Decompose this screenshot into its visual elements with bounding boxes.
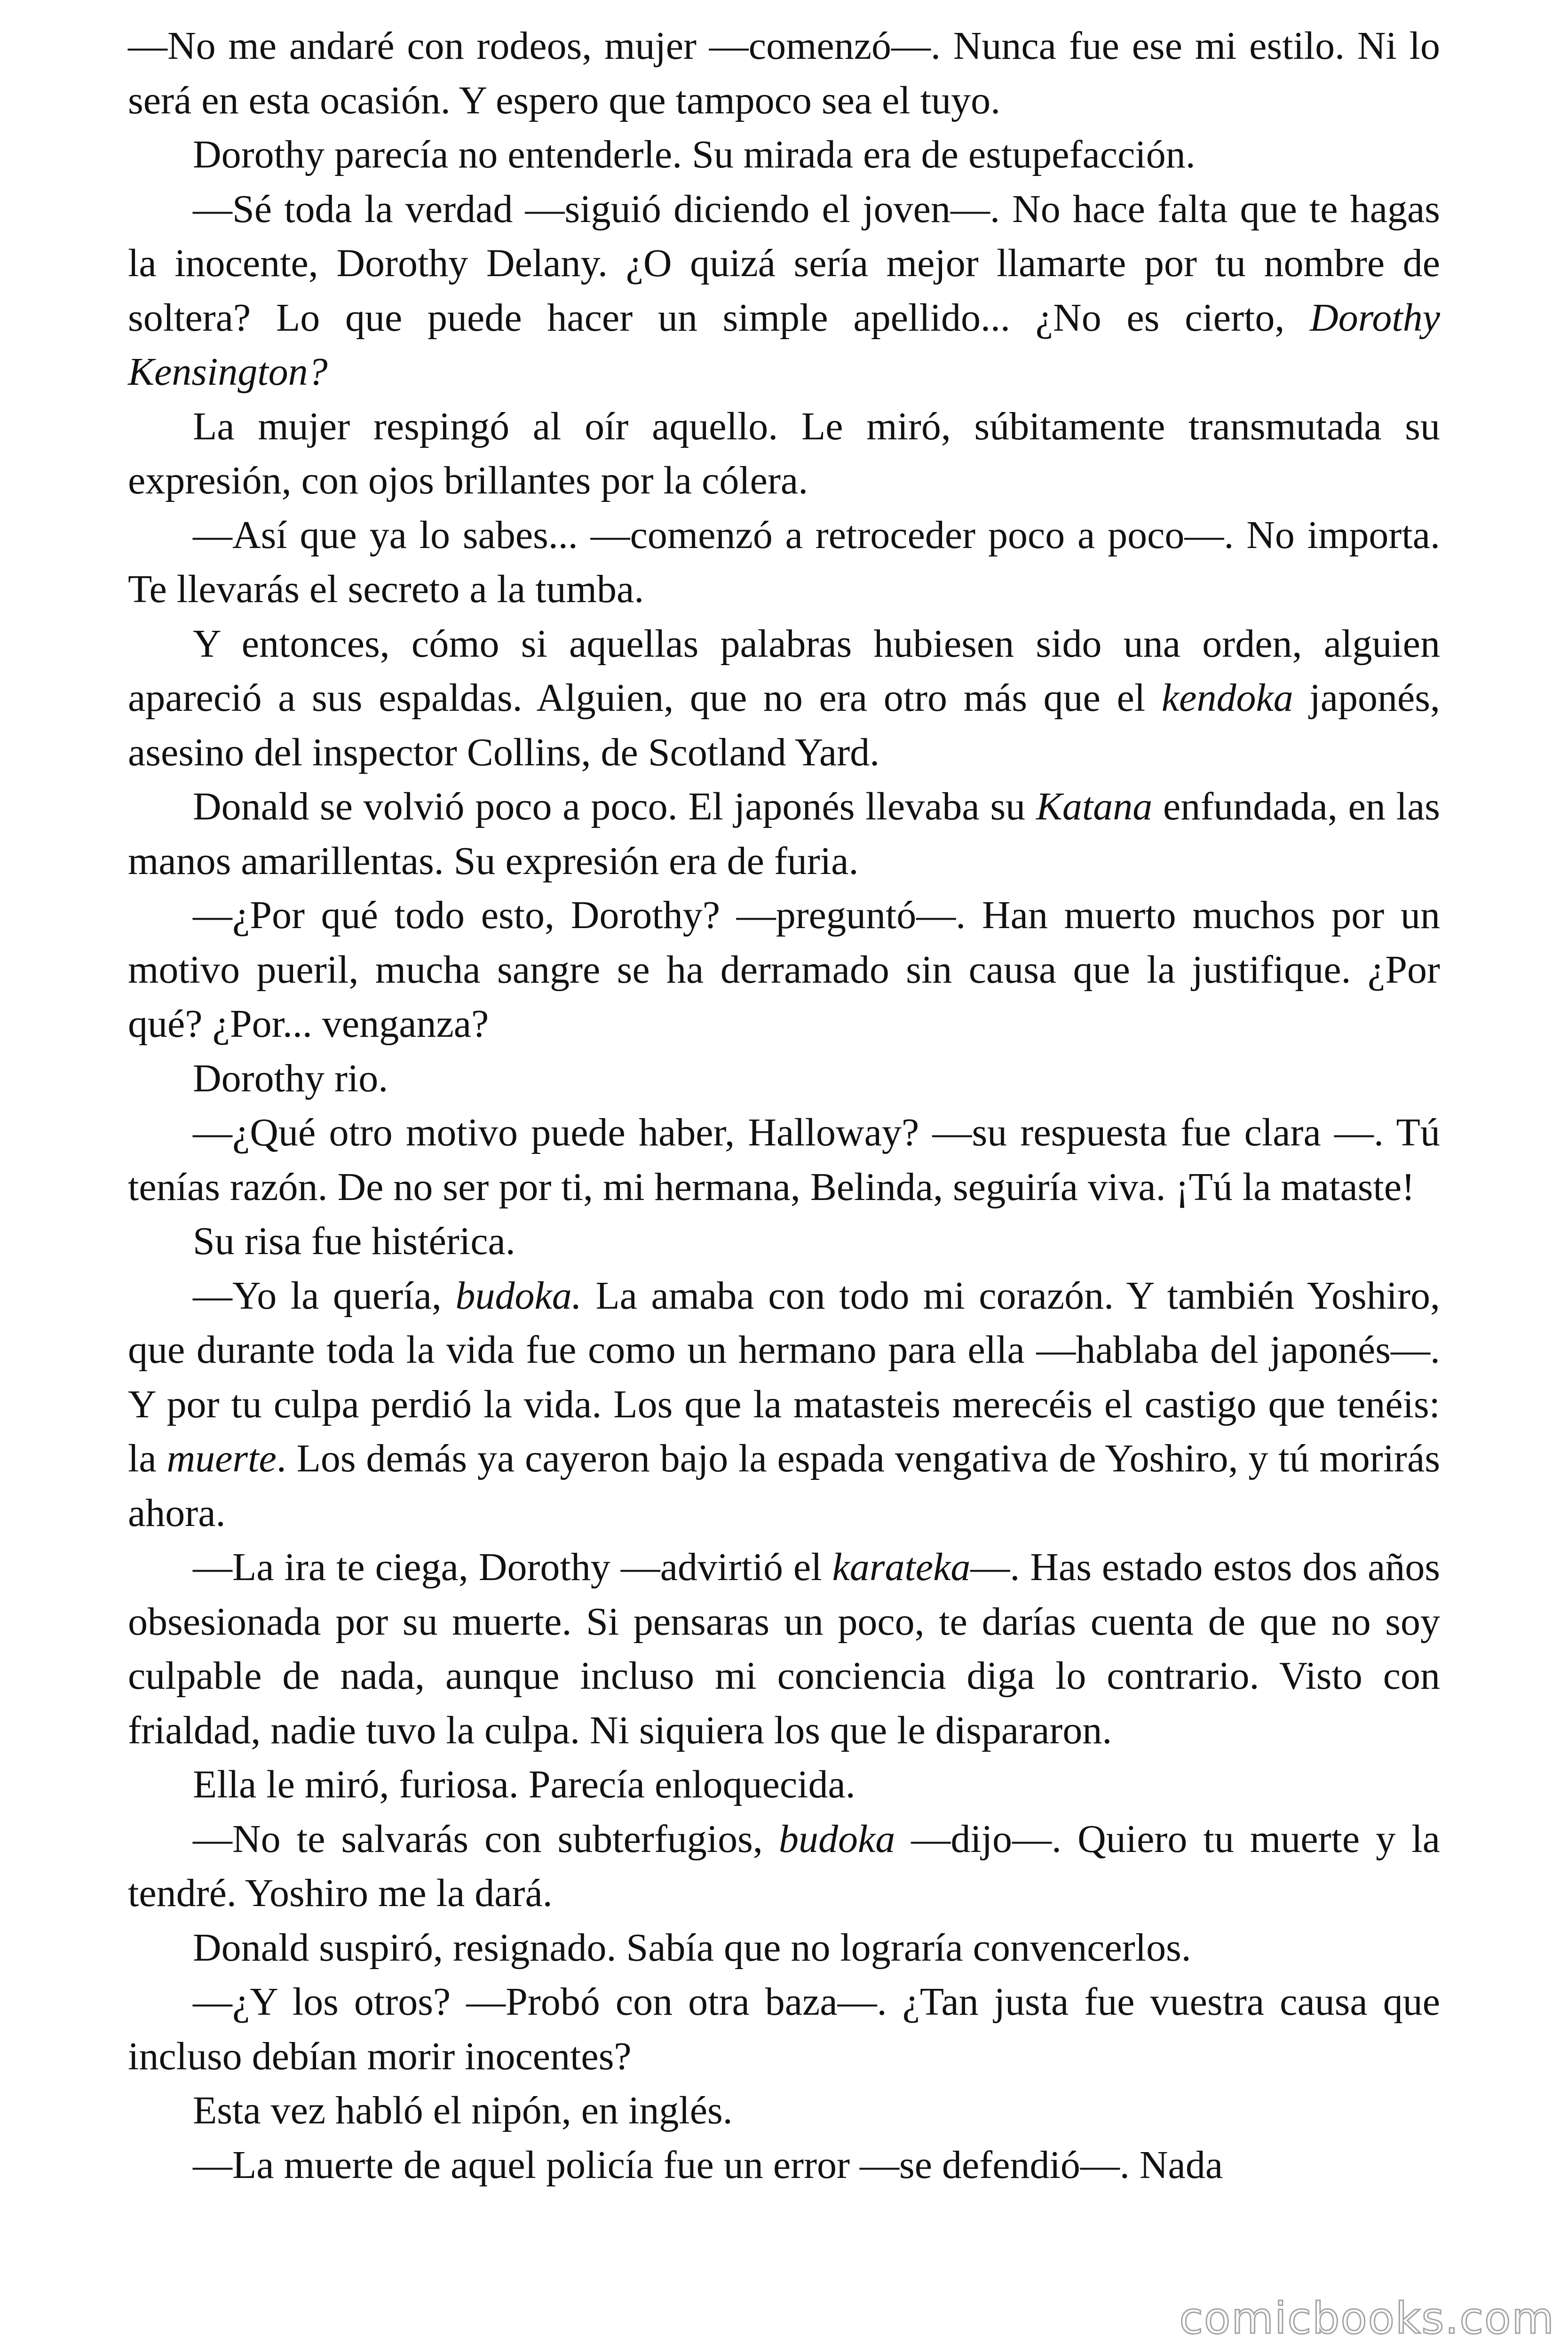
italic-emphasis: Katana — [1036, 785, 1153, 828]
paragraph: Y entonces, cómo si aquellas palabras hubiesen sido una orden, alguien apareció a sus espaldas. Alguien, que no era otro más que el kendoka japonés, asesino del inspector Collins, de Scotland Yard. — [128, 621, 1440, 774]
paragraph: La mujer respingó al oír aquello. Le miró, súbitamente transmutada su expresión, con ojos brillantes por la cólera. — [128, 404, 1440, 502]
paragraph: —La muerte de aquel policía fue un error —se defendió—. Nada — [193, 2143, 1223, 2187]
paragraph: —¿Qué otro motivo puede haber, Halloway? —su respuesta fue clara —. Tú tenías razón. De no ser por ti, mi hermana, Belinda, seguiría viva. ¡Tú la mataste! — [128, 1111, 1440, 1209]
watermark-logo: comicbooks.com — [1179, 2293, 1555, 2344]
paragraph: —Así que ya lo sabes... —comenzó a retroceder poco a poco—. No importa. Te llevarás el secreto a la tumba. — [128, 513, 1440, 611]
paragraph: Ella le miró, furiosa. Parecía enloquecida. — [193, 1763, 855, 1806]
italic-emphasis: Dorothy Kensington? — [128, 295, 1440, 394]
italic-emphasis: kendoka — [1161, 676, 1293, 720]
italic-emphasis: budoka. — [455, 1273, 582, 1318]
paragraph: —La ira te ciega, Dorothy —advirtió el karateka—. Has estado estos dos años obsesionada por su muerte. Si pensaras un poco, te darías cuenta de que no soy culpable de nada, aunque incluso mi conciencia diga lo contrario. Visto con frialdad, nadie tuvo la culpa. Ni siquiera los que le dispararon. — [128, 1545, 1441, 1752]
paragraph: Dorothy rio. — [193, 1056, 388, 1100]
paragraph: —Yo la quería, budoka. La amaba con todo mi corazón. Y también Yoshiro, que durante toda la vida fue como un hermano para ella —hablaba del japonés—. Y por tu culpa perdió la vida. Los que la matasteis merecéis el castigo que tenéis: la muerte. Los demás ya cayeron bajo la espada vengativa de Yoshiro, y tú morirás ahora. — [128, 1273, 1441, 1535]
paragraph: Donald se volvió poco a poco. El japonés llevaba su Katana enfundada, en las manos amarillentas. Su expresión era de furia. — [128, 785, 1440, 883]
paragraph: Su risa fue histérica. — [193, 1219, 515, 1263]
paragraph: Dorothy parecía no entenderle. Su mirada era de estupefacción. — [193, 133, 1196, 176]
paragraph: —Sé toda la verdad —siguió diciendo el joven—. No hace falta que te hagas la inocente, Dorothy Delany. ¿O quizá sería mejor llamarte por tu nombre de soltera? Lo que puede hacer un simple apellido... ¿No es cierto, Dorothy Kensington? — [128, 187, 1440, 394]
paragraph: —No te salvarás con subterfugios, budoka —dijo—. Quiero tu muerte y la tendré. Yoshiro me la dará. — [128, 1817, 1440, 1915]
paragraph: Esta vez habló el nipón, en inglés. — [193, 2089, 733, 2132]
paragraph: —¿Y los otros? —Probó con otra baza—. ¿Tan justa fue vuestra causa que incluso debían morir inocentes? — [128, 1980, 1440, 2078]
paragraph: —No me andaré con rodeos, mujer —comenzó—. Nunca fue ese mi estilo. Ni lo será en esta ocasión. Y espero que tampoco sea el tuyo. — [128, 24, 1440, 122]
italic-emphasis: karateka — [832, 1545, 971, 1589]
paragraph: Donald suspiró, resignado. Sabía que no lograría convencerlos. — [193, 1925, 1191, 1970]
italic-emphasis: muerte — [166, 1437, 277, 1480]
italic-emphasis: budoka — [778, 1817, 895, 1861]
book-page-body — [128, 19, 1440, 2192]
paragraph: —¿Por qué todo esto, Dorothy? —preguntó—. Han muerto muchos por un motivo pueril, mucha sangre se ha derramado sin causa que la justifique. ¿Por qué? ¿Por... venganza? — [128, 893, 1440, 1046]
